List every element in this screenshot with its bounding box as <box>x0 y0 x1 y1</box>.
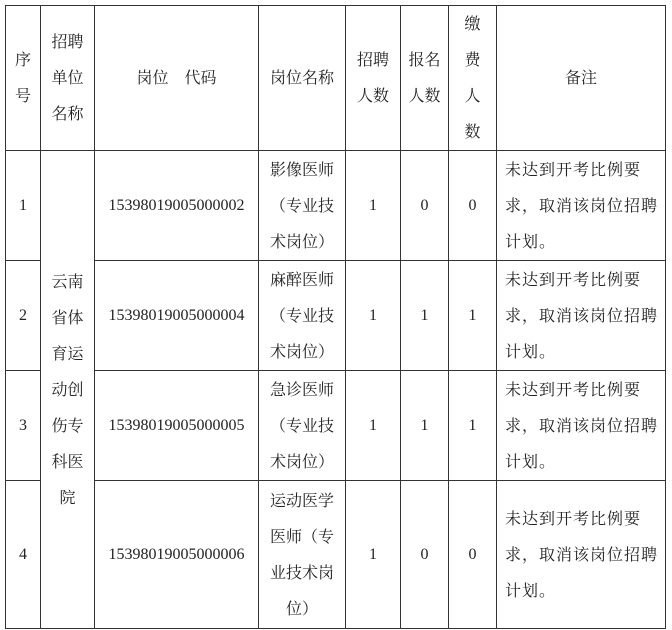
note-line: 求，取消该岗位招聘 <box>505 415 659 435</box>
cell-seq: 3 <box>6 371 41 481</box>
unit-name-line: 动创 <box>51 379 84 399</box>
cell-recruit: 1 <box>346 481 401 629</box>
header-unit-line: 招聘 <box>51 32 84 51</box>
note-line: 计划。 <box>505 231 557 251</box>
header-paid-line: 费 <box>464 50 481 69</box>
table-row <box>6 151 666 261</box>
cell-unit-name <box>41 151 95 629</box>
position-name-line: 术岗位） <box>269 341 334 361</box>
cell-position-name <box>259 371 346 481</box>
cell-recruit: 1 <box>346 261 401 371</box>
cell-recruit: 1 <box>346 151 401 261</box>
position-name-line: （专业技 <box>269 195 334 215</box>
cell-apply: 0 <box>401 151 449 261</box>
unit-name-line: 省体 <box>51 307 84 327</box>
unit-name-line: 云南 <box>51 271 84 291</box>
position-name-line: （专业技 <box>269 415 334 435</box>
header-apply-line: 人数 <box>408 86 441 105</box>
position-name-line: （专业技 <box>269 305 334 325</box>
position-name-line: 运动医学 <box>269 490 334 510</box>
note-line: 计划。 <box>505 341 557 361</box>
table-row <box>6 261 666 371</box>
position-name-line: 医师（专 <box>269 526 334 546</box>
header-apply-line: 报名 <box>408 50 441 69</box>
cell-code: 15398019005000005 <box>95 371 259 481</box>
cell-note <box>497 371 666 481</box>
header-code: 岗位 代码 <box>95 6 259 151</box>
cell-code: 15398019005000006 <box>95 481 259 629</box>
recruitment-table <box>5 5 666 629</box>
note-line: 求，取消该岗位招聘 <box>505 305 659 325</box>
cell-paid: 1 <box>449 371 497 481</box>
note-line: 未达到开考比例要 <box>505 269 642 289</box>
unit-name-line: 伤专 <box>51 415 84 435</box>
header-paid-line: 缴 <box>464 14 481 33</box>
cell-position-name <box>259 261 346 371</box>
position-name-line: 术岗位） <box>269 451 334 471</box>
note-line: 求，取消该岗位招聘 <box>505 195 659 215</box>
header-paid <box>449 6 497 151</box>
note-line: 未达到开考比例要 <box>505 379 642 399</box>
position-name-line: 位） <box>285 598 318 618</box>
header-apply <box>401 6 449 151</box>
cell-position-name <box>259 481 346 629</box>
note-line: 未达到开考比例要 <box>505 159 642 179</box>
cell-note <box>497 261 666 371</box>
header-name: 岗位名称 <box>259 6 346 151</box>
cell-recruit: 1 <box>346 371 401 481</box>
header-seq-line: 序 <box>14 50 31 69</box>
cell-apply: 0 <box>401 481 449 629</box>
header-note: 备注 <box>497 6 666 151</box>
position-name-line: 影像医师 <box>269 159 334 179</box>
cell-position-name <box>259 151 346 261</box>
header-unit-line: 单位 <box>51 68 84 87</box>
header-paid-line: 人 <box>464 86 481 105</box>
cell-seq: 2 <box>6 261 41 371</box>
header-paid-line: 数 <box>464 122 481 141</box>
unit-name-line: 科医 <box>51 451 84 471</box>
note-line: 计划。 <box>505 580 557 600</box>
unit-name-line: 育运 <box>51 343 84 363</box>
header-unit-line: 名称 <box>51 104 84 123</box>
position-name-line: 急诊医师 <box>269 379 334 399</box>
header-recruit-line: 人数 <box>356 86 389 105</box>
cell-apply: 1 <box>401 261 449 371</box>
cell-paid: 0 <box>449 151 497 261</box>
cell-paid: 0 <box>449 481 497 629</box>
header-row <box>6 6 666 151</box>
cell-seq: 1 <box>6 151 41 261</box>
position-name-line: 业技术岗 <box>269 562 334 582</box>
header-unit <box>41 6 95 151</box>
cell-seq: 4 <box>6 481 41 629</box>
cell-note <box>497 481 666 629</box>
cell-code: 15398019005000004 <box>95 261 259 371</box>
table-row <box>6 371 666 481</box>
cell-apply: 1 <box>401 371 449 481</box>
position-name-line: 术岗位） <box>269 231 334 251</box>
note-line: 计划。 <box>505 451 557 471</box>
position-name-line: 麻醉医师 <box>269 269 334 289</box>
cell-note <box>497 151 666 261</box>
unit-name-line: 院 <box>59 487 76 507</box>
table-row <box>6 481 666 629</box>
note-line: 未达到开考比例要 <box>505 508 642 528</box>
note-line: 求，取消该岗位招聘 <box>505 544 659 564</box>
header-recruit <box>346 6 401 151</box>
header-seq-line: 号 <box>14 86 31 105</box>
cell-code: 15398019005000002 <box>95 151 259 261</box>
header-seq <box>6 6 41 151</box>
header-recruit-line: 招聘 <box>356 50 389 69</box>
cell-paid: 1 <box>449 261 497 371</box>
